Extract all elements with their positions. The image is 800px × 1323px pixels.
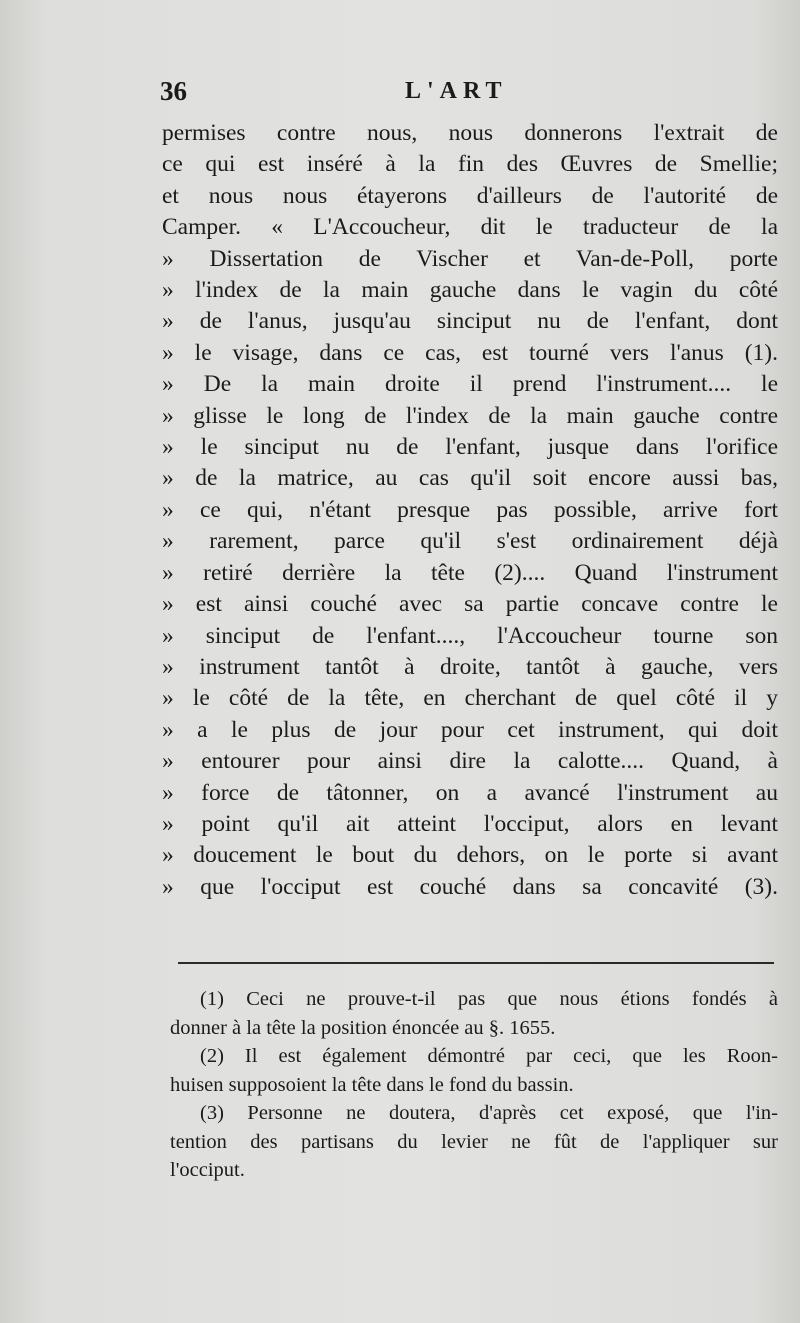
footnote-line: l'occiput. — [170, 1159, 245, 1181]
text-line: » instrument tantôt à droite, tantôt à gauche, vers — [162, 653, 778, 680]
text-line: » glisse le long de l'index de la main gauche contre — [162, 402, 778, 429]
text-line: » Dissertation de Vischer et Van-de-Poll, porte — [162, 245, 778, 272]
footnote-line: tention des partisans du levier ne fût de l'appliquer sur — [170, 1130, 778, 1153]
text-line: » a le plus de jour pour cet instrument, qui doit — [162, 716, 778, 743]
footnote-line: huisen supposoient la tête dans le fond du bassin. — [170, 1073, 574, 1096]
text-line: » doucement le bout du dehors, on le porte si avant — [162, 842, 778, 869]
text-line: » ce qui, n'étant presque pas possible, arrive fort — [162, 496, 778, 523]
text-line: » l'index de la main gauche dans le vagin du côté — [162, 277, 778, 304]
text-line: » de la matrice, au cas qu'il soit encore aussi bas, — [162, 465, 778, 492]
footnote-2 — [170, 1042, 778, 1099]
footnote-separator — [178, 962, 774, 964]
footnote-line: donner à la tête la position énoncée au §. 1655. — [170, 1016, 556, 1039]
text-line: permises contre nous, nous donnerons l'extrait de — [162, 120, 778, 146]
text-line: et nous nous étayerons d'ailleurs de l'autorité de — [162, 182, 778, 209]
footnotes — [170, 985, 778, 1185]
text-line: » point qu'il ait atteint l'occiput, alors en levant — [162, 810, 778, 837]
footnote-1 — [170, 985, 778, 1042]
footnote-line: (3) Personne ne doutera, d'après cet exposé, que l'in- — [200, 1102, 778, 1124]
text-line: » entourer pour ainsi dire la calotte.... Quand, à — [162, 748, 778, 775]
text-line: » De la main droite il prend l'instrument.... le — [162, 371, 778, 398]
page-number: 36 — [160, 76, 187, 106]
text-line: » le côté de la tête, en cherchant de quel côté il y — [162, 685, 778, 712]
page-header — [160, 76, 780, 112]
footnote-3 — [170, 1099, 778, 1185]
footnote-line: (2) Il est également démontré par ceci, que les Roon- — [200, 1045, 778, 1067]
main-text — [162, 118, 778, 903]
text-line: » rarement, parce qu'il s'est ordinairement déjà — [162, 528, 778, 555]
text-line: Camper. « L'Accoucheur, dit le traducteur de la — [162, 214, 778, 241]
footnote-line: (1) Ceci ne prouve-t-il pas que nous étions fondés à — [200, 988, 778, 1010]
text-line: » force de tâtonner, on a avancé l'instrument au — [162, 779, 778, 806]
text-line: » est ainsi couché avec sa partie concave contre le — [162, 591, 778, 618]
text-line: » sinciput de l'enfant...., l'Accoucheur tourne son — [162, 622, 778, 649]
text-line: » retiré derrière la tête (2).... Quand l'instrument — [162, 559, 778, 586]
text-line: » de l'anus, jusqu'au sinciput nu de l'enfant, dont — [162, 308, 778, 335]
running-head: L'ART — [405, 78, 508, 104]
text-line: » que l'occiput est couché dans sa concavité (3). — [162, 873, 778, 900]
text-line: » le visage, dans ce cas, est tourné vers l'anus (1). — [162, 339, 778, 366]
text-line: ce qui est inséré à la fin des Œuvres de Smellie; — [162, 151, 778, 178]
text-line: » le sinciput nu de l'enfant, jusque dans l'orifice — [162, 434, 778, 461]
